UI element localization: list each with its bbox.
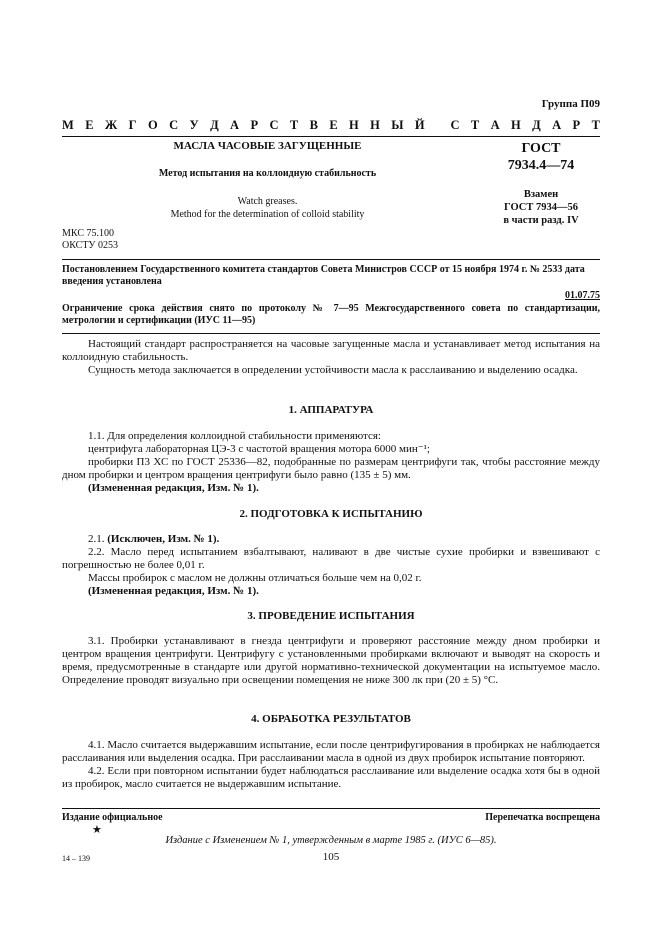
standard-banner-letter: А	[552, 118, 562, 132]
clause-4-1: 4.1. Масло считается выдержавшим испытание, если после центрифугирования в пробирках не наблюдается расслаивания или выделения осадка. При расслаивании масла в одной из двух пробирок испытание повторяют.	[62, 739, 600, 764]
edition-note: Издание с Изменением № 1, утвержденным в марте 1985 г. (ИУС 6—85).	[165, 835, 497, 846]
standard-banner-letter: Т	[289, 118, 299, 132]
section-1-heading: 1. АППАРАТУРА	[288, 404, 374, 416]
standard-banner-letter: Е	[85, 118, 94, 132]
section-2-heading: 2. ПОДГОТОВКА К ИСПЫТАНИЮ	[239, 508, 423, 520]
document-title: МАСЛА ЧАСОВЫЕ ЗАГУЩЕННЫЕ	[173, 140, 362, 152]
english-title-line-1: Watch greases.	[237, 196, 298, 207]
standard-banner-letter: Р	[572, 118, 581, 132]
clause-3-1: 3.1. Пробирки устанавливают в гнезда центрифуги и проверяют расстояние между дном пробирки и центром вращения центрифуги. Центрифугу с установленными пробирками включают и выводят на скорость и время, предусмотренные в стандарте или другой нормативно-технической документации на испытуемое масло. Определение проводят визуально при освещении помещения не ниже 300 лк при (20 ± 5) °С.	[62, 635, 600, 686]
standard-banner-letter: Р	[250, 118, 259, 132]
intro-rule	[62, 333, 600, 334]
group-code: Группа П09	[541, 98, 600, 110]
decree-text: Постановлением Государственного комитета стандартов Совета Министров СССР от 15 ноября 1974 г. № 2533 дата введения установлена	[62, 264, 585, 287]
gost-label: ГОСТ	[521, 141, 561, 156]
section-3	[62, 635, 600, 687]
standard-banner-letter: Г	[128, 118, 137, 132]
section-4-heading: 4. ОБРАБОТКА РЕЗУЛЬТАТОВ	[251, 713, 411, 725]
standard-banner-letter: Н	[349, 118, 359, 132]
revision-note-1: (Измененная редакция, Изм. № 1).	[88, 482, 259, 494]
standard-banner-letter: Н	[511, 118, 521, 132]
replaces-line-3: в части разд. IV	[503, 215, 579, 226]
clause-2-1-excluded: (Исключен, Изм. № 1).	[107, 533, 220, 545]
standard-banner	[62, 118, 600, 133]
section-4	[62, 739, 600, 791]
standard-banner-letter: А	[230, 118, 240, 132]
reprint-prohibited-label: Перепечатка воспрещена	[485, 812, 600, 823]
english-title-line-2: Method for the determination of colloid stability	[170, 209, 365, 220]
standard-banner-letter: Ы	[391, 118, 404, 132]
classification-codes	[62, 228, 118, 252]
standard-banner-letter: Т	[470, 118, 480, 132]
standard-banner-letter: Ж	[104, 118, 118, 132]
decree-rule	[62, 259, 600, 260]
star-icon: ★	[92, 824, 102, 836]
gost-block	[466, 140, 616, 227]
page-number: 105	[322, 851, 340, 863]
standard-banner-letter: У	[189, 118, 199, 132]
clause-2-2: 2.2. Масло перед испытанием взбалтывают, наливают в две чистые сухие пробирки и взвешивают с погрешностью не более 0,01 г.	[62, 546, 600, 571]
section-3-heading: 3. ПРОВЕДЕНИЕ ИСПЫТАНИЯ	[247, 610, 415, 622]
official-edition-label: Издание официальное	[62, 812, 163, 823]
standard-banner-letter: Н	[370, 118, 380, 132]
standard-banner-letter: Т	[591, 118, 600, 132]
standard-banner-letter: С	[450, 118, 460, 132]
limit-removed-note: Ограничение срока действия снято по протоколу № 7—95 Межгосударственного совета по стандартизации, метрологии и сертификации (ИУС 11—95)	[62, 303, 600, 326]
effective-date: 01.07.75	[565, 290, 600, 301]
clause-2-2-mass: Массы пробирок с маслом не должны отличаться больше чем на 0,02 г.	[88, 572, 422, 584]
print-code: 14 – 139	[62, 854, 90, 863]
clause-2-1	[62, 533, 600, 546]
replaces-line-1: Взамен	[523, 189, 559, 200]
section-1	[62, 430, 600, 495]
okstu-code: ОКСТУ 0253	[62, 240, 119, 251]
intro	[62, 338, 600, 377]
gost-number: 7934.4—74	[507, 158, 575, 173]
standard-banner-letter: Е	[329, 118, 338, 132]
standard-banner-letter: О	[147, 118, 158, 132]
standard-banner-letter	[436, 118, 439, 133]
clause-1-1: 1.1. Для определения коллоидной стабильности применяются:	[88, 430, 381, 442]
standard-banner-letter: М	[62, 118, 74, 132]
standard-banner-letter: С	[269, 118, 279, 132]
intro-paragraph-1: Настоящий стандарт распространяется на часовые загущенные масла и устанавливает метод испытания на коллоидную стабильность.	[62, 338, 600, 363]
standard-banner-letter: Д	[532, 118, 541, 132]
standard-banner-letter: Й	[414, 118, 425, 132]
replaces-line-2: ГОСТ 7934—56	[504, 202, 578, 213]
revision-note-2: (Измененная редакция, Изм. № 1).	[88, 585, 259, 597]
clause-4-2: 4.2. Если при повторном испытании будет наблюдаться расслаивание или выделение осадка хотя бы в одной из пробирок, масло считается не выдержавшим испытание.	[62, 765, 600, 790]
standard-banner-letter: Д	[210, 118, 219, 132]
clause-2-1-number: 2.1.	[88, 533, 108, 545]
clause-1-1-tubes: пробирки П3 ХС по ГОСТ 25336—82, подобранные по размерам центрифуги так, чтобы расстояние между дном пробирки и центром вращения центрифуги было равно (135 ± 5) мм.	[62, 456, 600, 481]
document-subtitle: Метод испытания на коллоидную стабильность	[158, 168, 377, 179]
footer-rule	[62, 808, 600, 809]
top-rule	[62, 136, 600, 137]
intro-paragraph-2: Сущность метода заключается в определении устойчивости масла к расслаиванию и выделению осадка.	[88, 364, 578, 376]
mks-code: МКС 75.100	[62, 228, 114, 239]
standard-banner-letter: А	[490, 118, 500, 132]
standard-banner-letter: С	[169, 118, 179, 132]
clause-1-1-centrifuge: центрифуга лабораторная ЦЭ-3 с частотой вращения мотора 6000 мин⁻¹;	[88, 443, 430, 455]
section-2	[62, 533, 600, 598]
standard-banner-letter: В	[309, 118, 318, 132]
title-block	[130, 140, 405, 221]
